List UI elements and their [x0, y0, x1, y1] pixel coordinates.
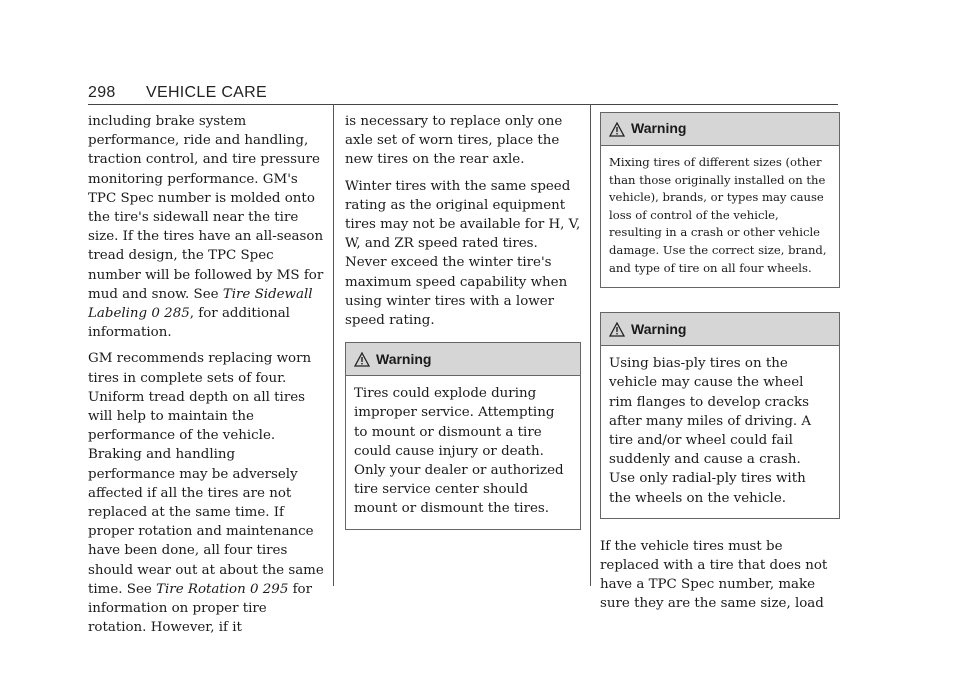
paragraph: is necessary to replace only one axle set of worn tires, place the new tires on the rear axle. [345, 114, 563, 168]
warning-triangle-icon [609, 322, 625, 337]
warning-box [600, 312, 840, 519]
warning-triangle-icon [609, 122, 625, 137]
paragraph: If the vehicle tires must be replaced with a tire that does not have a TPC Spec number, make sure they are the same size, load [600, 538, 828, 612]
text: , for additional information. [88, 306, 290, 341]
paragraph [88, 349, 326, 637]
page-header [88, 82, 838, 105]
warning-triangle-icon [354, 352, 370, 367]
column-divider [590, 104, 591, 586]
warning-title: Warning [631, 320, 687, 337]
column-1 [88, 112, 326, 644]
column-divider [333, 104, 334, 586]
page-number: 298 [88, 84, 116, 101]
warning-box [345, 342, 581, 529]
warning-header [601, 113, 839, 146]
warning-header [346, 343, 580, 376]
section-title: VEHICLE CARE [146, 84, 267, 101]
warning-text: Mixing tires of different sizes (other than those originally installed on the vehicle), brands, or types may cause loss of control of the vehicle, resulting in a crash or other vehicle damage. Use the correct size, brand, and type of tire on all four wheels. [609, 155, 827, 275]
column-2 [345, 112, 581, 544]
warning-text: Tires could explode during improper service. Attempting to mount or dismount a tire could cause injury or death. Only your dealer or authorized tire service center should mount or dismount the tires. [354, 386, 564, 517]
warning-header [601, 313, 839, 346]
paragraph: Winter tires with the same speed rating as the original equipment tires may not be available for H, V, W, and ZR speed rated tires. Never exceed the winter tire's maximum speed capability when using winter tires with a lower speed rating. [345, 178, 581, 329]
warning-text: Using bias-ply tires on the vehicle may cause the wheel rim flanges to develop cracks after many miles of driving. A tire and/or wheel could fail suddenly and cause a crash. Use only radial-ply tires with the wheels on the vehicle. [609, 356, 812, 506]
page-reference[interactable]: 0 295 [250, 581, 289, 597]
paragraph [88, 112, 326, 342]
page-reference[interactable]: 0 285 [151, 306, 190, 322]
warning-title: Warning [376, 350, 432, 367]
text: GM recommends replacing worn tires in complete sets of four. Uniform tread depth on all tires will help to maintain the performance of the vehicle. Braking and handling performance may be adversely affected if all the tires are not replaced at the same time. If proper rotation and maintenance have been done, all four tires should wear out at about the same time. See [88, 351, 324, 597]
column-3 [600, 112, 840, 621]
warning-title: Warning [631, 120, 687, 137]
text: including brake system performance, ride and handling, traction control, and tire pressure monitoring performance. GM's TPC Spec number is molded onto the tire's sidewall near the tire size. If the tires have an all-season tread design, the TPC Spec number will be followed by MS for mud and snow. See [88, 114, 324, 302]
warning-box [600, 112, 840, 288]
text: for information on proper tire rotation. However, if it [88, 581, 313, 636]
cross-reference-link[interactable]: Tire Sidewall Labeling [88, 286, 313, 322]
cross-reference-link[interactable]: Tire Rotation [156, 581, 246, 597]
